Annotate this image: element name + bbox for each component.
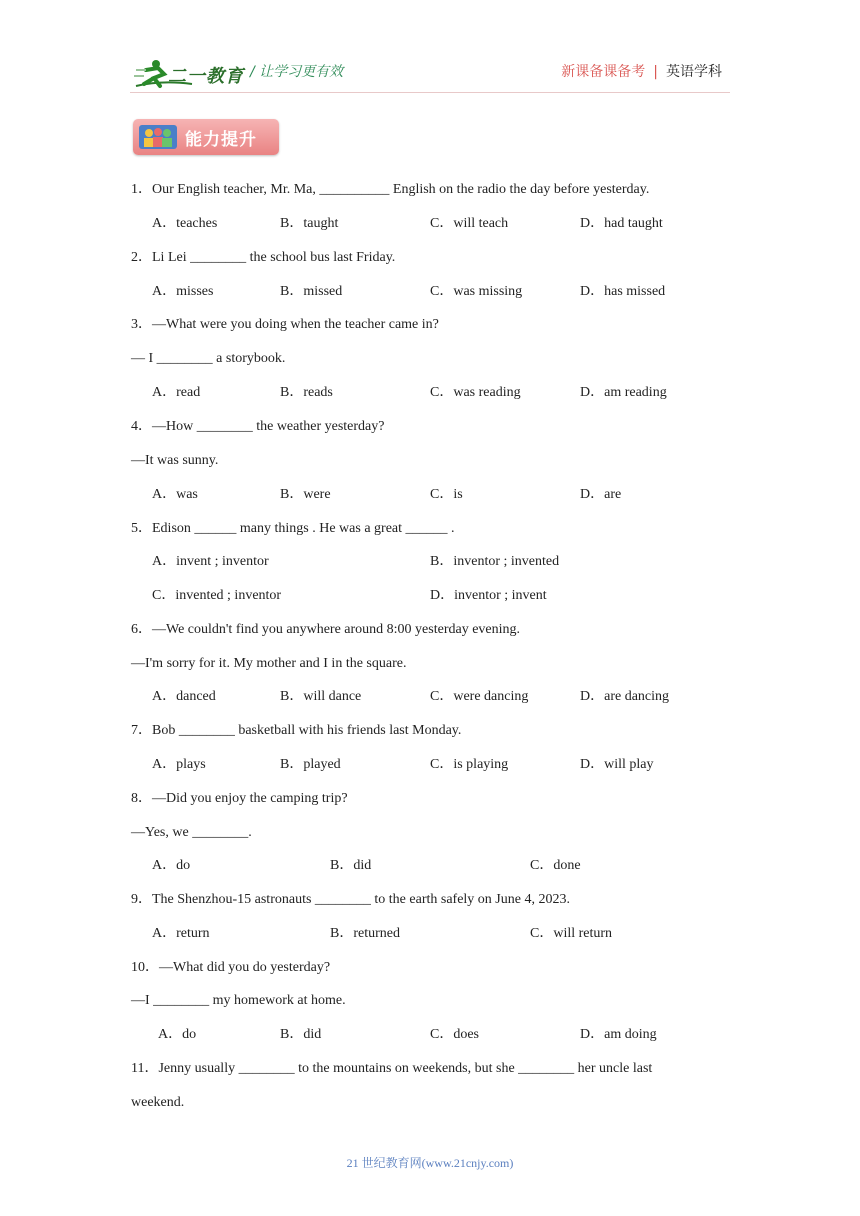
header-label-prep: 新课备课备考 xyxy=(561,64,646,80)
option: A．teaches xyxy=(152,216,218,231)
question-stem: 7．Bob ________ basketball with his friends last Monday. xyxy=(131,723,462,738)
question-stem: 2．Li Lei ________ the school bus last Friday. xyxy=(131,250,396,265)
header-separator: | xyxy=(653,64,658,80)
option: A．read xyxy=(152,385,201,400)
question-stem-2: —I ________ my homework at home. xyxy=(131,993,346,1008)
option: D．are dancing xyxy=(580,689,670,704)
question-stem-2: —Yes, we ________. xyxy=(131,825,252,840)
option: B．played xyxy=(280,757,341,772)
option: B．inventor ; invented xyxy=(430,554,560,569)
option: C．will return xyxy=(530,926,613,941)
option: C．done xyxy=(530,858,581,873)
option: A．plays xyxy=(152,757,206,772)
option: A．invent ; inventor xyxy=(152,554,269,569)
page-footer: 21 世纪教育网(www.21cnjy.com) xyxy=(346,1156,514,1170)
option: B．taught xyxy=(280,216,339,231)
people-icon xyxy=(139,125,177,149)
option: D．inventor ; invent xyxy=(430,588,547,603)
option: B．did xyxy=(280,1027,322,1042)
section-title: 能力提升 xyxy=(185,130,257,150)
question-stem: 5．Edison ______ many things . He was a great ______ . xyxy=(131,521,455,536)
question-stem-2: —I'm sorry for it. My mother and I in the square. xyxy=(131,656,407,671)
option: C．is playing xyxy=(430,757,509,772)
option: B．were xyxy=(280,487,331,502)
slogan: / 让学习更有效 xyxy=(250,64,344,80)
option: A．return xyxy=(152,926,210,941)
option: D．are xyxy=(580,487,622,502)
option: A．do xyxy=(152,858,191,873)
option: C．was missing xyxy=(430,284,523,299)
option: B．will dance xyxy=(280,689,362,704)
question-stem: 1．Our English teacher, Mr. Ma, __________ English on the radio the day before yesterday. xyxy=(131,182,650,197)
option: D．has missed xyxy=(580,284,666,299)
option: C．is xyxy=(430,487,463,502)
option: D．had taught xyxy=(580,216,663,231)
option: C．will teach xyxy=(430,216,509,231)
option: C．does xyxy=(430,1027,479,1042)
question-stem-2: —It was sunny. xyxy=(131,453,219,468)
page-header xyxy=(0,0,860,100)
question-stem: 3．—What were you doing when the teacher came in? xyxy=(131,317,439,332)
question-stem-2: weekend. xyxy=(131,1095,185,1110)
question-stem-2: — I ________ a storybook. xyxy=(131,351,286,366)
header-divider xyxy=(130,92,730,93)
option: B．missed xyxy=(280,284,343,299)
question-stem: 6．—We couldn't find you anywhere around 8:00 yesterday evening. xyxy=(131,622,521,637)
option: C．invented ; inventor xyxy=(152,588,282,603)
section-badge xyxy=(133,119,279,155)
option: D．will play xyxy=(580,757,654,772)
option: A．misses xyxy=(152,284,214,299)
question-stem: 10．—What did you do yesterday? xyxy=(131,960,331,975)
header-label-subject: 英语学科 xyxy=(666,64,722,80)
question-stem: 9．The Shenzhou-15 astronauts ________ to the earth safely on June 4, 2023. xyxy=(131,892,570,907)
option: A．do xyxy=(158,1027,197,1042)
option: D．am doing xyxy=(580,1027,657,1042)
option: A．was xyxy=(152,487,198,502)
option: B．returned xyxy=(330,926,400,941)
question-stem: 11．Jenny usually ________ to the mountains on weekends, but she ________ her uncle last xyxy=(131,1061,653,1076)
option: A．danced xyxy=(152,689,216,704)
option: C．were dancing xyxy=(430,689,529,704)
option: B．reads xyxy=(280,385,333,400)
option: B．did xyxy=(330,858,372,873)
header-right xyxy=(561,61,722,81)
option: D．am reading xyxy=(580,385,667,400)
question-stem: 8．—Did you enjoy the camping trip? xyxy=(131,791,348,806)
question-stem: 4．—How ________ the weather yesterday? xyxy=(131,419,385,434)
option: C．was reading xyxy=(430,385,521,400)
logo-text: 二一教育 xyxy=(168,66,244,87)
